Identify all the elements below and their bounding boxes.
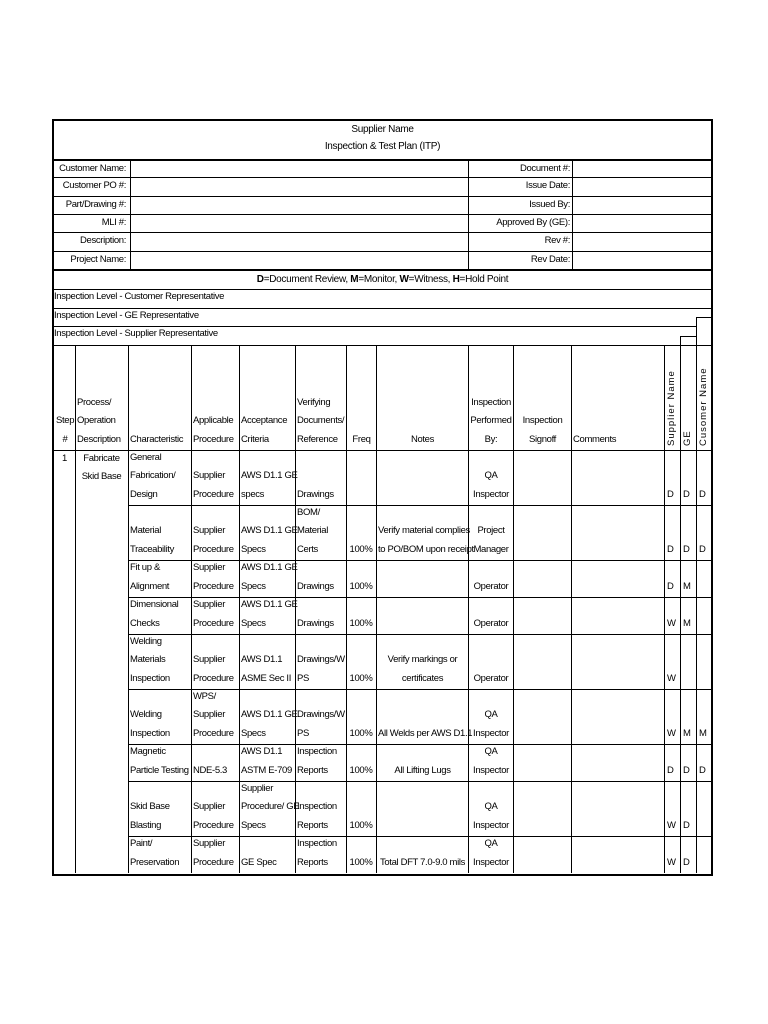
row-customer-code: D xyxy=(699,764,706,776)
row-performed: Inspector xyxy=(473,764,509,776)
row-acceptance: AWS D1.1 GE xyxy=(241,599,298,611)
row-acceptance: Specs xyxy=(241,727,266,739)
row-procedure: WPS/ xyxy=(193,691,216,703)
table-row-rule xyxy=(128,505,711,506)
itp-table xyxy=(54,121,711,874)
row-acceptance: AWS D1.1 GE xyxy=(241,709,298,721)
row-performed: Operator xyxy=(473,672,509,684)
row-performed: Operator xyxy=(473,580,509,592)
row-supplier-code: D xyxy=(667,764,674,776)
table-top-rule xyxy=(54,345,711,346)
row-performed: Inspector xyxy=(473,727,509,739)
column-header-process: Process/ xyxy=(77,397,112,409)
info-left-label: Project Name: xyxy=(70,253,126,265)
row-acceptance: AWS D1.1 xyxy=(241,746,283,758)
row-verifying: Drawings xyxy=(297,580,334,592)
row-characteristic: Paint/ xyxy=(130,838,153,850)
row-verifying: Inspection xyxy=(297,838,337,850)
row-procedure: Procedure xyxy=(193,672,234,684)
column-header-performed: By: xyxy=(484,433,498,445)
column-header-supplier-name: Supplier Name xyxy=(666,370,677,446)
step-process: Skid Base xyxy=(81,471,122,483)
column-header-performed: Performed xyxy=(470,415,512,427)
column-header-signoff: Inspection xyxy=(522,415,563,427)
row-characteristic: Dimensional xyxy=(130,599,179,611)
column-header-characteristic: Characteristic xyxy=(130,433,184,445)
row-characteristic: General xyxy=(130,452,162,464)
column-divider xyxy=(128,345,129,873)
row-characteristic: Alignment xyxy=(130,580,170,592)
row-supplier-code: W xyxy=(667,672,676,684)
row-performed: Manager xyxy=(473,543,509,555)
row-verifying: Reports xyxy=(297,856,328,868)
row-ge-code: M xyxy=(683,617,691,629)
row-verifying: Reports xyxy=(297,764,328,776)
row-acceptance: specs xyxy=(241,488,265,500)
itp-sheet xyxy=(52,119,713,876)
column-header-signoff: Signoff xyxy=(529,433,556,445)
row-characteristic: Welding xyxy=(130,636,162,648)
row-acceptance: Specs xyxy=(241,580,266,592)
row-performed: QA xyxy=(484,709,498,721)
row-ge-code: D xyxy=(683,856,690,868)
info-right-label: Issue Date: xyxy=(525,180,570,192)
table-row-rule xyxy=(128,744,711,745)
legend-h-text: =Hold Point xyxy=(459,274,509,285)
row-performed: QA xyxy=(484,470,498,482)
legend-d: D xyxy=(256,274,264,285)
row-acceptance: Procedure/ GE xyxy=(241,801,300,813)
row-characteristic: Material xyxy=(130,525,161,537)
row-acceptance: AWS D1.1 GE xyxy=(241,562,298,574)
info-right-label: Rev #: xyxy=(544,235,570,247)
row-performed: Inspector xyxy=(473,856,509,868)
row-characteristic: Preservation xyxy=(130,856,180,868)
row-customer-code: M xyxy=(699,727,707,739)
row-acceptance: Specs xyxy=(241,543,266,555)
row-characteristic: Skid Base xyxy=(130,801,170,813)
row-ge-code: D xyxy=(683,543,690,555)
info-right-label: Document #: xyxy=(519,163,570,174)
table-row-rule xyxy=(128,781,711,782)
column-divider xyxy=(513,345,514,873)
row-verifying: Inspection xyxy=(297,801,337,813)
row-verifying: Drawings xyxy=(297,617,334,629)
row-notes: certificates xyxy=(401,672,444,684)
row-characteristic: Fit up & xyxy=(130,562,160,574)
row-procedure: Supplier xyxy=(193,470,226,482)
row-customer-code: D xyxy=(699,488,706,500)
row-performed: Project xyxy=(477,525,505,537)
row-notes: All Welds per AWS D1.1 xyxy=(378,727,473,739)
row-verifying: Reports xyxy=(297,819,328,831)
info-right-label: Issued By: xyxy=(529,198,570,210)
row-verifying: PS xyxy=(297,727,309,739)
column-divider xyxy=(680,345,681,873)
level-drop-line xyxy=(711,298,712,345)
row-ge-code: M xyxy=(683,727,691,739)
row-characteristic: Particle Testing xyxy=(130,764,189,776)
column-header-performed: Inspection xyxy=(471,397,511,409)
inspection-level-label: Inspection Level - Supplier Representative xyxy=(54,328,218,340)
row-verifying: Material xyxy=(297,525,328,537)
row-notes: Verify markings or xyxy=(387,654,458,666)
row-freq: 100% xyxy=(349,617,373,629)
row-freq: 100% xyxy=(349,672,373,684)
column-header-ge: GE xyxy=(682,430,693,446)
info-left-label: MLI #: xyxy=(101,216,126,228)
row-procedure: Procedure xyxy=(193,727,234,739)
row-acceptance: Specs xyxy=(241,819,266,831)
row-ge-code: D xyxy=(683,819,690,831)
column-divider xyxy=(376,345,377,873)
row-procedure: Supplier xyxy=(193,654,226,666)
row-notes: Total DFT 7.0-9.0 mils xyxy=(379,856,466,868)
row-procedure: Supplier xyxy=(193,801,226,813)
row-characteristic: Inspection xyxy=(130,727,170,739)
row-acceptance: Supplier xyxy=(241,783,274,795)
row-verifying: BOM/ xyxy=(297,507,320,519)
row-freq: 100% xyxy=(349,764,373,776)
row-freq: 100% xyxy=(349,727,373,739)
row-acceptance: AWS D1.1 xyxy=(241,654,283,666)
row-supplier-code: D xyxy=(667,543,674,555)
row-customer-code: D xyxy=(699,543,706,555)
column-header-freq: Freq xyxy=(352,433,371,445)
row-notes: Verify material complies xyxy=(378,525,470,537)
column-divider xyxy=(571,345,572,873)
legend-w-text: =Witness, xyxy=(408,274,453,285)
plan-title: Inspection & Test Plan (ITP) xyxy=(324,141,441,152)
step-process: Fabricate xyxy=(83,453,120,464)
column-header-step: # xyxy=(62,433,68,445)
column-header-comments: Comments xyxy=(573,433,617,445)
info-right-label: Approved By (GE): xyxy=(496,216,570,228)
step-number: 1 xyxy=(62,453,67,464)
row-freq: 100% xyxy=(349,543,373,555)
inspection-level-label: Inspection Level - Customer Representative xyxy=(54,291,225,302)
row-performed: QA xyxy=(484,801,498,813)
row-supplier-code: W xyxy=(667,617,676,629)
row-procedure: Procedure xyxy=(193,543,234,555)
column-header-step: Step xyxy=(56,415,75,427)
row-verifying: Inspection xyxy=(297,746,337,758)
info-left-label: Description: xyxy=(80,235,126,247)
row-verifying: Drawings/W xyxy=(297,654,345,666)
column-header-notes: Notes xyxy=(410,433,435,445)
row-acceptance: Specs xyxy=(241,617,266,629)
legend-m: M xyxy=(350,274,359,285)
row-procedure: Supplier xyxy=(193,838,226,850)
row-notes: All Lifting Lugs xyxy=(394,764,451,776)
column-header-process: Operation xyxy=(77,415,116,427)
column-header-customer-name: Cusomer Name xyxy=(698,367,709,446)
row-verifying: Drawings/W xyxy=(297,709,345,721)
row-supplier-code: W xyxy=(667,856,676,868)
row-characteristic: Design xyxy=(130,488,158,500)
row-procedure: Procedure xyxy=(193,856,234,868)
row-procedure: Supplier xyxy=(193,525,226,537)
column-divider xyxy=(75,345,76,873)
row-ge-code: D xyxy=(683,764,690,776)
row-procedure: Procedure xyxy=(193,488,234,500)
row-procedure: Procedure xyxy=(193,819,234,831)
column-divider xyxy=(664,345,665,873)
column-divider xyxy=(468,345,469,873)
legend-m-text: =Monitor, xyxy=(358,274,400,285)
column-header-acceptance: Criteria xyxy=(241,433,269,445)
row-procedure: Procedure xyxy=(193,617,234,629)
row-supplier-code: D xyxy=(667,488,674,500)
table-row-rule xyxy=(128,634,711,635)
column-header-verifying: Reference xyxy=(297,433,338,445)
legend-w: W xyxy=(399,274,409,285)
row-characteristic: Materials xyxy=(130,654,166,666)
row-procedure: Supplier xyxy=(193,562,226,574)
row-acceptance: GE Spec xyxy=(241,856,277,868)
column-header-acceptance: Acceptance xyxy=(241,415,288,427)
info-left-label: Customer PO #: xyxy=(62,180,126,192)
row-notes: to PO/BOM upon receipt xyxy=(378,543,474,555)
column-header-process: Description xyxy=(77,433,121,445)
column-header-verifying: Verifying xyxy=(297,397,331,409)
column-divider xyxy=(696,345,697,873)
row-procedure: Supplier xyxy=(193,709,226,721)
legend-d-text: =Document Review, xyxy=(263,274,351,285)
row-freq: 100% xyxy=(349,856,373,868)
row-freq: 100% xyxy=(349,819,373,831)
info-left-label: Part/Drawing #: xyxy=(65,198,126,210)
row-performed: QA xyxy=(484,746,498,758)
column-divider xyxy=(239,345,240,873)
row-verifying: Drawings xyxy=(297,488,334,500)
supplier-name-title: Supplier Name xyxy=(351,124,414,135)
inspection-level-label: Inspection Level - GE Representative xyxy=(54,309,199,321)
row-supplier-code: W xyxy=(667,727,676,739)
row-performed: Inspector xyxy=(473,488,509,500)
row-performed: QA xyxy=(484,838,498,850)
info-left-label: Customer Name: xyxy=(59,163,126,174)
info-right-label: Rev Date: xyxy=(530,253,570,265)
row-performed: Operator xyxy=(473,617,509,629)
row-ge-code: D xyxy=(683,488,690,500)
row-characteristic: Checks xyxy=(130,617,160,629)
column-header-procedure: Procedure xyxy=(193,433,234,445)
row-supplier-code: D xyxy=(667,580,674,592)
row-supplier-code: W xyxy=(667,819,676,831)
column-divider xyxy=(191,345,192,873)
column-divider xyxy=(346,345,347,873)
row-procedure: NDE-5.3 xyxy=(193,764,227,776)
row-verifying: Certs xyxy=(297,543,318,555)
row-freq: 100% xyxy=(349,580,373,592)
row-acceptance: ASME Sec II xyxy=(241,672,292,684)
row-procedure: Supplier xyxy=(193,599,226,611)
legend-h: H xyxy=(452,274,460,285)
row-characteristic: Traceability xyxy=(130,543,175,555)
row-acceptance: AWS D1.1 GE xyxy=(241,525,298,537)
row-acceptance: AWS D1.1 GE xyxy=(241,470,298,482)
row-ge-code: M xyxy=(683,580,691,592)
column-header-verifying: Documents/ xyxy=(297,415,345,427)
row-acceptance: ASTM E-709 xyxy=(241,764,292,776)
row-characteristic: Magnetic xyxy=(130,746,166,758)
row-characteristic: Inspection xyxy=(130,672,170,684)
column-header-procedure: Applicable xyxy=(193,415,234,427)
row-characteristic: Welding xyxy=(130,709,162,721)
row-performed: Inspector xyxy=(473,819,509,831)
row-characteristic: Fabrication/ xyxy=(130,470,176,482)
row-characteristic: Blasting xyxy=(130,819,161,831)
row-procedure: Procedure xyxy=(193,580,234,592)
row-verifying: PS xyxy=(297,672,309,684)
